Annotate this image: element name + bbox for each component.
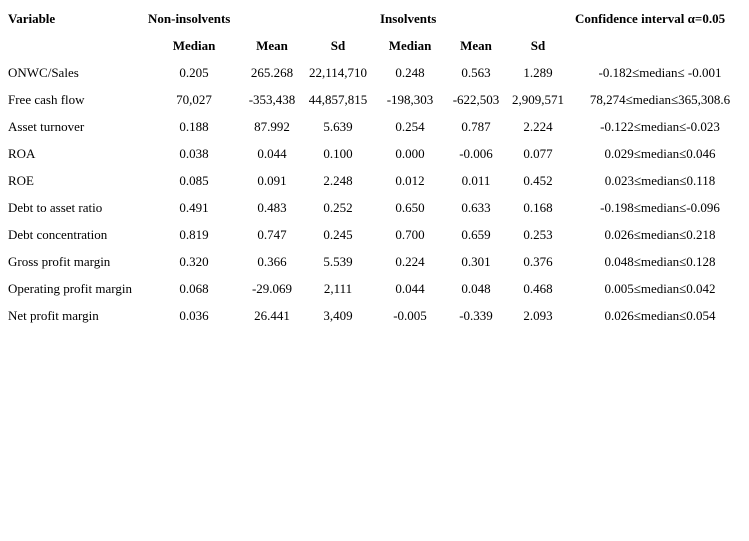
sd-insolvents-cell: 2.224: [523, 119, 553, 134]
confidence-interval-cell: -0.182≤median≤ -0.001: [598, 65, 722, 80]
mean-insolvents-cell: -0.339: [459, 308, 493, 323]
table-row: [0, 200, 749, 220]
sd-non-insolvents-cell: 2.248: [323, 173, 353, 188]
median-non-insolvents-cell: 0.205: [179, 65, 209, 80]
variable-cell: Debt concentration: [8, 227, 108, 242]
variable-cell: Asset turnover: [8, 119, 85, 134]
table-row: [0, 92, 749, 112]
sd-non-insolvents-cell: 44,857,815: [308, 92, 368, 107]
mean-insolvents-cell: 0.301: [461, 254, 491, 269]
header-row: [0, 11, 749, 31]
table-row: [0, 227, 749, 247]
mean-insolvents-cell: -0.006: [459, 146, 493, 161]
mean-non-insolvents-cell: 0.091: [257, 173, 287, 188]
mean-insolvents-cell: 0.659: [461, 227, 491, 242]
header-insolvents: Insolvents: [380, 11, 437, 26]
confidence-interval-cell: 0.048≤median≤0.128: [604, 254, 716, 269]
mean-non-insolvents-cell: 87.992: [254, 119, 290, 134]
sd-insolvents-cell: 2,909,571: [512, 92, 564, 107]
median-non-insolvents-cell: 0.038: [179, 146, 209, 161]
median-insolvents-cell: 0.254: [395, 119, 425, 134]
variable-cell: ROE: [8, 173, 34, 188]
variable-cell: ONWC/Sales: [8, 65, 79, 80]
sd-non-insolvents-cell: 22,114,710: [308, 65, 368, 80]
sd-insolvents-cell: 0.376: [523, 254, 553, 269]
variable-cell: Net profit margin: [8, 308, 99, 323]
median-insolvents-cell: -198,303: [386, 92, 434, 107]
confidence-interval-cell: 0.029≤median≤0.046: [604, 146, 716, 161]
sd-non-insolvents-cell: 0.100: [323, 146, 353, 161]
median-insolvents-cell: 0.248: [395, 65, 425, 80]
subheader-median: Median: [388, 38, 432, 53]
median-non-insolvents-cell: 0.819: [179, 227, 209, 242]
table-row: [0, 281, 749, 301]
confidence-interval-cell: -0.122≤median≤-0.023: [600, 119, 720, 134]
median-insolvents-cell: 0.700: [395, 227, 425, 242]
sd-non-insolvents-cell: 0.252: [323, 200, 353, 215]
confidence-interval-cell: 78,274≤median≤365,308.6: [589, 92, 731, 107]
mean-non-insolvents-cell: 0.044: [257, 146, 287, 161]
table-row: [0, 254, 749, 274]
variable-cell: Debt to asset ratio: [8, 200, 103, 215]
sd-non-insolvents-cell: 3,409: [323, 308, 353, 323]
mean-insolvents-cell: 0.011: [461, 173, 491, 188]
median-insolvents-cell: 0.012: [395, 173, 425, 188]
confidence-interval-cell: -0.198≤median≤-0.096: [600, 200, 720, 215]
sd-insolvents-cell: 0.168: [523, 200, 553, 215]
median-insolvents-cell: 0.000: [395, 146, 425, 161]
median-non-insolvents-cell: 0.036: [179, 308, 209, 323]
variable-cell: Free cash flow: [8, 92, 85, 107]
mean-non-insolvents-cell: -353,438: [248, 92, 296, 107]
median-non-insolvents-cell: 0.188: [179, 119, 209, 134]
sd-insolvents-cell: 0.468: [523, 281, 553, 296]
sd-insolvents-cell: 0.452: [523, 173, 553, 188]
confidence-interval-cell: 0.023≤median≤0.118: [604, 173, 716, 188]
mean-non-insolvents-cell: 0.747: [257, 227, 287, 242]
subheader-mean: Mean: [256, 38, 288, 53]
header-variable: Variable: [8, 11, 56, 26]
median-insolvents-cell: 0.224: [395, 254, 425, 269]
mean-insolvents-cell: -622,503: [452, 92, 500, 107]
median-non-insolvents-cell: 0.491: [179, 200, 209, 215]
sd-insolvents-cell: 2.093: [523, 308, 553, 323]
confidence-interval-cell: 0.005≤median≤0.042: [604, 281, 716, 296]
table-row: [0, 173, 749, 193]
median-non-insolvents-cell: 0.085: [179, 173, 209, 188]
mean-insolvents-cell: 0.048: [461, 281, 491, 296]
median-non-insolvents-cell: 0.320: [179, 254, 209, 269]
header-non-insolvents: Non-insolvents: [148, 11, 231, 26]
mean-non-insolvents-cell: 265.268: [250, 65, 294, 80]
mean-non-insolvents-cell: -29.069: [251, 281, 293, 296]
mean-non-insolvents-cell: 0.483: [257, 200, 287, 215]
confidence-interval-cell: 0.026≤median≤0.218: [604, 227, 716, 242]
median-non-insolvents-cell: 70,027: [176, 92, 212, 107]
subheader-sd: Sd: [330, 38, 346, 53]
table-row: [0, 146, 749, 166]
subheader-mean: Mean: [460, 38, 492, 53]
median-insolvents-cell: -0.005: [393, 308, 427, 323]
mean-non-insolvents-cell: 26.441: [254, 308, 290, 323]
subheader-row: [0, 38, 749, 58]
sd-insolvents-cell: 0.077: [523, 146, 553, 161]
table-row: [0, 65, 749, 85]
median-insolvents-cell: 0.650: [395, 200, 425, 215]
header-confidence-interval: Confidence interval α=0.05: [575, 11, 726, 26]
subheader-median: Median: [172, 38, 216, 53]
variable-cell: ROA: [8, 146, 36, 161]
mean-insolvents-cell: 0.633: [461, 200, 491, 215]
sd-non-insolvents-cell: 5.639: [323, 119, 353, 134]
variable-cell: Operating profit margin: [8, 281, 132, 296]
confidence-interval-cell: 0.026≤median≤0.054: [604, 308, 716, 323]
median-insolvents-cell: 0.044: [395, 281, 425, 296]
sd-insolvents-cell: 0.253: [523, 227, 553, 242]
subheader-sd: Sd: [530, 38, 546, 53]
sd-non-insolvents-cell: 0.245: [323, 227, 353, 242]
table-row: [0, 308, 749, 328]
median-non-insolvents-cell: 0.068: [179, 281, 209, 296]
mean-insolvents-cell: 0.787: [461, 119, 491, 134]
sd-non-insolvents-cell: 2,111: [323, 281, 353, 296]
mean-insolvents-cell: 0.563: [461, 65, 491, 80]
variable-cell: Gross profit margin: [8, 254, 111, 269]
table-row: [0, 119, 749, 139]
sd-non-insolvents-cell: 5.539: [323, 254, 353, 269]
mean-non-insolvents-cell: 0.366: [257, 254, 287, 269]
sd-insolvents-cell: 1.289: [523, 65, 553, 80]
